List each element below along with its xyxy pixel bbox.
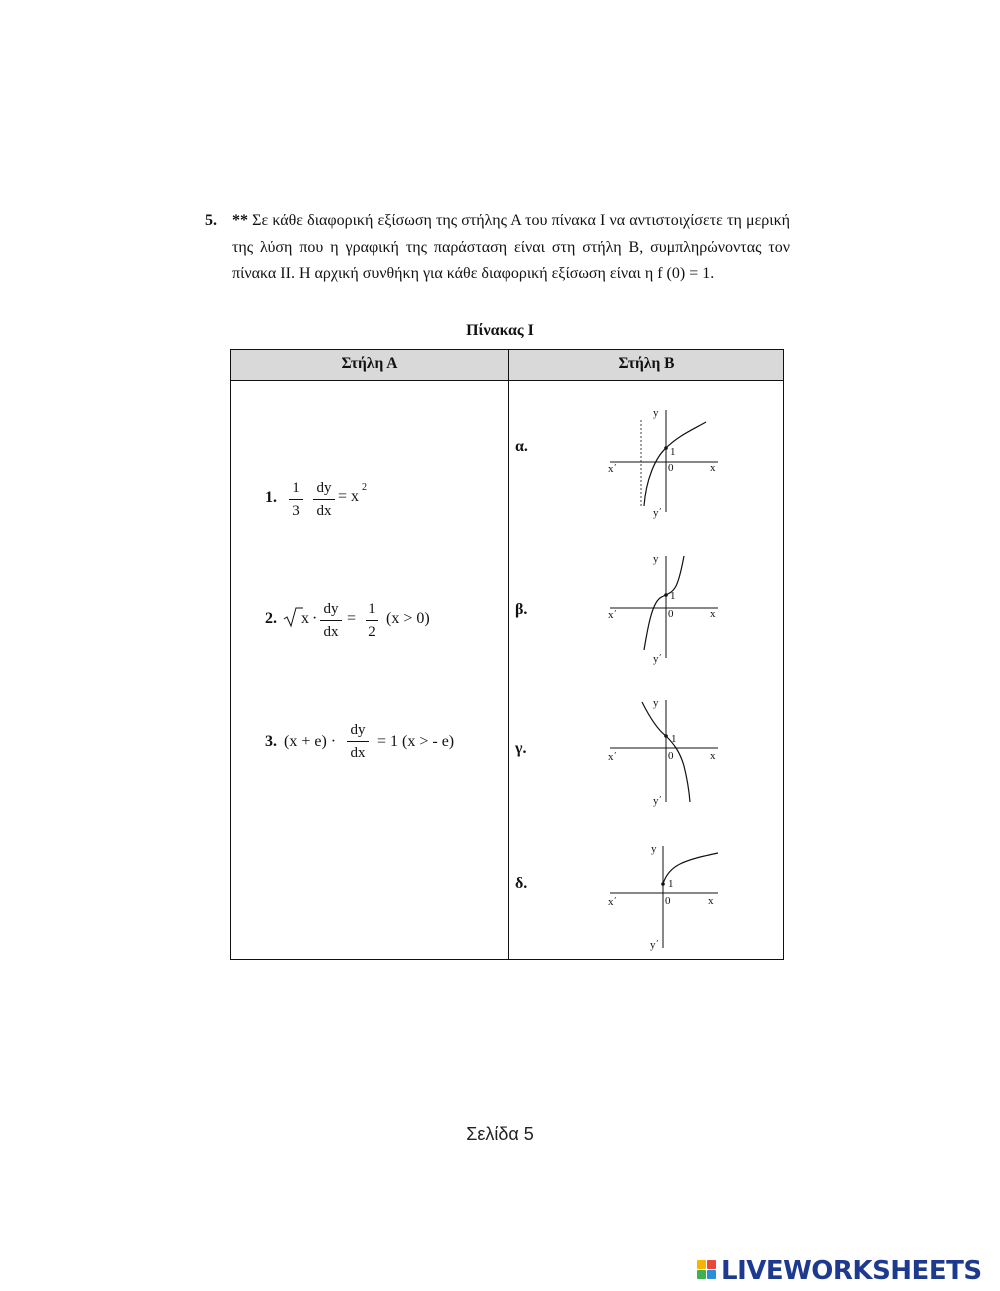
difficulty-stars: ** bbox=[232, 212, 248, 229]
origin-label: 0 bbox=[668, 608, 674, 620]
x-prime-label: x΄ bbox=[608, 463, 618, 475]
y-prime-label: y΄ bbox=[650, 939, 660, 951]
equation-2-number: 2. bbox=[265, 610, 277, 627]
y-prime-label: y΄ bbox=[653, 795, 663, 807]
equation-1-number: 1. bbox=[265, 489, 277, 506]
equation-3-number: 3. bbox=[265, 733, 277, 750]
origin-label: 0 bbox=[668, 462, 674, 474]
brand-name: LIVEWORKSHEETS bbox=[721, 1256, 982, 1286]
equation-1-exponent: 2 bbox=[362, 482, 367, 493]
page-number: Σελίδα 5 bbox=[466, 1124, 534, 1144]
problem-statement bbox=[205, 208, 790, 288]
equation-2-dot: · bbox=[312, 610, 318, 627]
option-d-label: δ. bbox=[515, 875, 528, 892]
y-label: y bbox=[653, 553, 659, 565]
equation-1-coefficient: 1 3 bbox=[289, 479, 303, 520]
equation-2-equals: = bbox=[347, 610, 357, 627]
graph-a bbox=[600, 400, 730, 520]
y-prime-label: y΄ bbox=[653, 653, 663, 665]
option-b-label: β. bbox=[515, 601, 528, 618]
problem-text bbox=[232, 208, 790, 288]
column-a-header: Στήλη Α bbox=[341, 355, 398, 372]
problem-number: 5. bbox=[205, 212, 217, 229]
graph-b bbox=[600, 546, 730, 666]
equation-2-fraction: 1 2 bbox=[366, 600, 378, 641]
y-label: y bbox=[653, 697, 659, 709]
brand-logo bbox=[697, 1255, 982, 1287]
equation-2-radicand: x bbox=[301, 610, 309, 627]
graph-c bbox=[600, 690, 730, 810]
sqrt-sign-icon bbox=[283, 606, 303, 628]
option-c-label: γ. bbox=[515, 740, 527, 757]
curve bbox=[644, 556, 684, 650]
x-label: x bbox=[710, 608, 716, 620]
equation-2-condition: (x > 0) bbox=[386, 610, 430, 627]
column-b-header: Στήλη Β bbox=[618, 355, 675, 372]
equation-3-rhs: = 1 (x > - e) bbox=[377, 733, 455, 750]
equation-1-rhs: = x bbox=[338, 488, 360, 505]
equation-3-derivative: dy dx bbox=[347, 721, 369, 762]
table-title: Πίνακας Ι bbox=[466, 322, 534, 339]
curve bbox=[644, 422, 706, 506]
x-label: x bbox=[710, 462, 716, 474]
option-a-label: α. bbox=[515, 438, 528, 455]
x-prime-label: x΄ bbox=[608, 609, 618, 621]
x-label: x bbox=[708, 895, 714, 907]
column-divider bbox=[508, 350, 509, 959]
one-label: 1 bbox=[668, 878, 674, 890]
graph-d bbox=[600, 836, 730, 956]
origin-label: 0 bbox=[665, 895, 671, 907]
problem-body: Σε κάθε διαφορική εξίσωση της στήλης Α του πίνακα Ι να αντιστοιχίσετε τη μερική της λύση που η γραφική της παράσταση είναι στη στήλη Β, συμπληρώνοντας τον πίνακα ΙΙ. Η αρχική συνθήκη για κάθε διαφορική εξίσωση είναι η f (0) = 1. bbox=[232, 212, 791, 282]
y-prime-label: y΄ bbox=[653, 507, 663, 519]
one-label: 1 bbox=[670, 446, 676, 458]
brand-mark-icon bbox=[697, 1258, 717, 1284]
x-label: x bbox=[710, 750, 716, 762]
one-label: 1 bbox=[670, 590, 676, 602]
equation-1-derivative: dy dx bbox=[313, 479, 335, 520]
one-label: 1 bbox=[671, 733, 677, 745]
x-prime-label: x΄ bbox=[608, 751, 618, 763]
origin-label: 0 bbox=[668, 750, 674, 762]
equation-2-derivative: dy dx bbox=[320, 600, 342, 641]
y-label: y bbox=[651, 843, 657, 855]
y-label: y bbox=[653, 407, 659, 419]
equation-3-lhs: (x + e) · bbox=[284, 733, 337, 750]
x-prime-label: x΄ bbox=[608, 896, 618, 908]
